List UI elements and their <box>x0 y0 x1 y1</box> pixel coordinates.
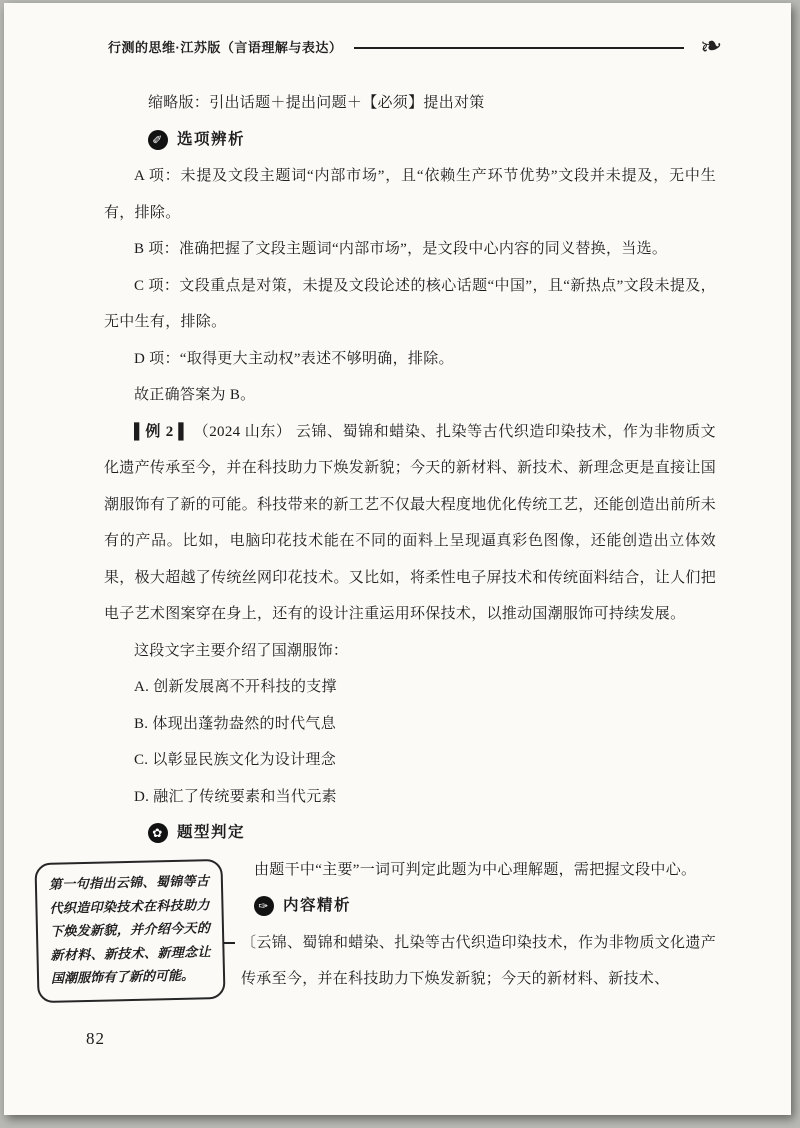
example-option-d: D. 融汇了传统要素和当代元素 <box>134 788 337 805</box>
example-option-b: B. 体现出蓬勃盎然的时代气息 <box>134 715 337 732</box>
type-judgment-paragraph: 由题干中“主要”一词可判定此题为中心理解题，需把握文段中心。 <box>254 861 697 878</box>
example-label: ▌例 2 ▌ <box>134 423 190 440</box>
section-heading-type-judgment <box>148 815 716 852</box>
section-heading-label: 题型判定 <box>177 824 246 841</box>
section-heading-option-analysis <box>148 122 716 159</box>
handwritten-margin-note: 第一句指出云锦、蜀锦等古代织造印染技术在科技助力下焕发新貌，并介绍今天的新材料、新技术、新理念让国潮服饰有了新的可能。 <box>34 859 225 1003</box>
summary-line: 缩略版：引出话题＋提出问题＋【必须】提出对策 <box>148 95 485 111</box>
content-analysis-text: 〔云锦、蜀锦和蜡染、扎染等古代织造印染技术，作为非物质文化遗产传承至今，并在科技助力下焕发新貌；今天的新材料、新技术、 <box>241 934 716 987</box>
scanned-book-page <box>4 3 791 1115</box>
page-header <box>108 28 726 64</box>
section-heading-content-analysis <box>254 888 716 925</box>
example-option-c: C. 以彰显民族文化为设计理念 <box>134 752 337 768</box>
option-analysis-icon: ✐ <box>148 130 168 150</box>
header-title: 行测的思维·江苏版（言语理解与表达） <box>108 40 343 55</box>
answer-line: 故正确答案为 B。 <box>134 387 256 403</box>
header-rule <box>354 47 684 49</box>
section-heading-label: 选项辨析 <box>177 130 246 148</box>
page-number: 82 <box>86 1029 105 1048</box>
content-analysis-icon: ✑ <box>254 896 274 916</box>
analysis-paragraph-c: C 项：文段重点是对策，未提及文段论述的核心话题“中国”，且“新热点”文段未提及，无中生有，排除。 <box>104 277 716 330</box>
example-question: 这段文字主要介绍了国潮服饰： <box>134 642 349 659</box>
publisher-logo-icon: ❧ <box>697 28 726 64</box>
example-option-a: A. 创新发展离不开科技的支撑 <box>134 679 337 695</box>
example-paragraph <box>104 414 716 633</box>
analysis-paragraph-b: B 项：准确把握了文段主题词“内部市场”，是文段中心内容的同义替换，当选。 <box>134 241 668 257</box>
type-judgment-icon: ✿ <box>148 823 168 843</box>
example-source: （2024 山东） <box>193 423 292 440</box>
section-heading-label: 内容精析 <box>283 897 352 914</box>
analysis-paragraph-d: D 项：“取得更大主动权”表述不够明确，排除。 <box>134 350 454 367</box>
analysis-paragraph-a: A 项：未提及文段主题词“内部市场”，且“依赖生产环节优势”文段并未提及，无中生有，排除。 <box>104 168 716 221</box>
example-stem: 云锦、蜀锦和蜡染、扎染等古代织造印染技术，作为非物质文化遗产传承至今，并在科技助力下焕发新貌；今天的新材料、新技术、新理念更是直接让国潮服饰有了新的可能。科技带来的新工艺不仅最大程度地优化传统工艺，还能创造出前所未有的产品。比如，电脑印花技术能在不同的面料上呈现逼真彩色图像，还能创造出立体效果，极大超越了传统丝网印花技术。又比如，将柔性电子屏技术和传统面料结合，让人们把电子艺术图案穿在身上，还有的设计注重运用环保技术，以推动国潮服饰可持续发展。 <box>104 423 717 622</box>
content-analysis-paragraph <box>241 925 716 998</box>
